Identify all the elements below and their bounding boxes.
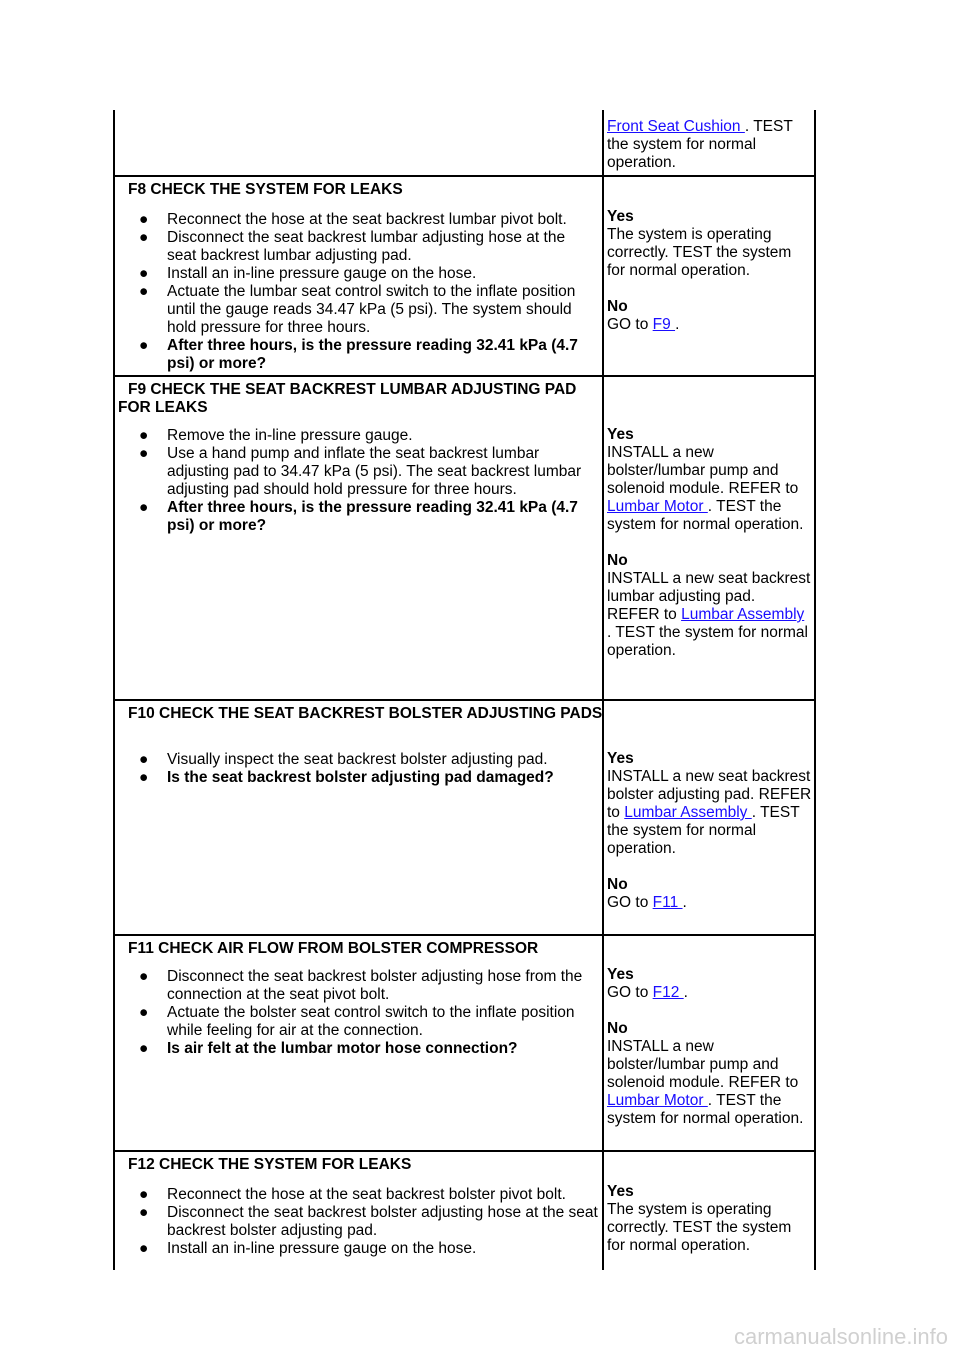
f12-link[interactable]: F12 [652,984,684,1001]
lumbar-motor-link[interactable]: Lumbar Motor [607,498,708,515]
list-item: ● Install an in-line pressure gauge on the hose. [139,265,477,282]
f11-result-cell: Yes GO to F12 . No INSTALL a new bolster/lumbar pump and solenoid module. REFER to Lumbar Motor . TEST the system for normal operation. [607,966,812,1128]
row-divider-f12 [113,1150,816,1152]
list-item-question: ● Is the seat backrest bolster adjusting pad damaged? [139,769,554,786]
f8-yes-label: Yes [607,208,634,225]
f9-no-label: No [607,552,628,569]
f11-no-label: No [607,1020,628,1037]
f12-yes-label: Yes [607,1183,634,1200]
bullet-icon: ● [139,499,149,516]
f10-no-label: No [607,876,628,893]
f10-yes-label: Yes [607,750,634,767]
f11-link[interactable]: F11 [652,894,683,911]
top-result-cell [607,118,812,172]
f8-result-cell: Yes The system is operating correctly. TEST the system for normal operation. No GO to F9 . [607,208,812,334]
bullet-icon: ● [139,1204,149,1221]
bullet-icon: ● [139,1040,149,1057]
lumbar-assembly-link[interactable]: Lumbar Assembly [624,804,752,821]
f9-result-cell: Yes INSTALL a new bolster/lumbar pump and solenoid module. REFER to Lumbar Motor . TEST the system for normal operation. No INSTALL a new seat backrest lumbar adjusting pad. REFER to Lumbar Assembly . TEST the system for normal operation. [607,426,811,659]
f10-header: F10 CHECK THE SEAT BACKREST BOLSTER ADJUSTING PADS [128,705,603,722]
list-item: ● Use a hand pump and inflate the seat backrest lumbar adjusting pad to 34.47 kPa (5 psi). The seat backrest lumbar adjusting pad should hold pressure for three hours. [139,445,582,498]
list-item: ● Disconnect the seat backrest lumbar adjusting hose at the seat backrest lumbar adjusting pad. [139,229,566,264]
f12-steps [113,1186,598,1258]
bullet-icon: ● [139,1004,149,1021]
watermark: carmanualsonline.info [733,1324,948,1349]
list-item: ● Actuate the lumbar seat control switch to the inflate position until the gauge reads 34.47 kPa (5 psi). The system should hold pressure for three hours. [139,283,576,336]
f11-yes-label: Yes [607,966,634,983]
f12-header: F12 CHECK THE SYSTEM FOR LEAKS [128,1156,412,1173]
f8-header: F8 CHECK THE SYSTEM FOR LEAKS [128,181,403,198]
bullet-icon: ● [139,265,149,282]
front-seat-cushion-link[interactable]: Front Seat Cushion [607,118,745,135]
row-divider-f9 [113,375,816,377]
list-item: ● Disconnect the seat backrest bolster adjusting hose at the seat backrest bolster adjusting pad. [139,1204,598,1239]
list-item: ● Disconnect the seat backrest bolster adjusting hose from the connection at the seat pivot bolt. [139,968,583,1003]
f12-result-cell [607,1183,812,1255]
row-divider-f10 [113,699,816,701]
list-item-question: ● After three hours, is the pressure reading 32.41 kPa (4.7 psi) or more? [139,337,578,372]
list-item-question: ● Is air felt at the lumbar motor hose connection? [139,1040,518,1057]
f11-steps [113,968,598,1058]
row-divider-f11 [113,934,816,936]
bullet-icon: ● [139,337,149,354]
bullet-icon: ● [139,229,149,246]
bullet-icon: ● [139,211,149,228]
top-result-text: . TEST the system for normal operation. [607,118,793,171]
table-border-mid [602,110,604,1270]
bullet-icon: ● [139,283,149,300]
bullet-icon: ● [139,751,149,768]
bullet-icon: ● [139,445,149,462]
bullet-icon: ● [139,1240,149,1257]
row-divider-f8 [113,175,816,177]
f9-link[interactable]: F9 [652,316,676,333]
f8-steps [113,211,598,373]
table-border-right [814,110,816,1270]
bullet-icon: ● [139,427,149,444]
list-item: ● Install an in-line pressure gauge on the hose. [139,1240,477,1257]
bullet-icon: ● [139,968,149,985]
list-item-question: ● After three hours, is the pressure reading 32.41 kPa (4.7 psi) or more? [139,499,578,534]
lumbar-motor-link[interactable]: Lumbar Motor [607,1092,708,1109]
lumbar-assembly-link[interactable]: Lumbar Assembly [681,606,805,623]
f9-yes-label: Yes [607,426,634,443]
list-item: ● Reconnect the hose at the seat backrest bolster pivot bolt. [139,1186,566,1203]
f8-yes-text: The system is operating correctly. TEST the system for normal operation. [607,226,792,279]
f10-steps [113,751,598,787]
f9-steps [113,427,598,535]
list-item: ● Reconnect the hose at the seat backrest lumbar pivot bolt. [139,211,567,228]
bullet-icon: ● [139,1186,149,1203]
list-item: ● Visually inspect the seat backrest bolster adjusting pad. [139,751,548,768]
diagnostic-table [113,110,816,1270]
f9-header: F9 CHECK THE SEAT BACKREST LUMBAR ADJUSTING PAD FOR LEAKS [118,381,577,416]
f10-result-cell: Yes INSTALL a new seat backrest bolster adjusting pad. REFER to Lumbar Assembly . TEST the system for normal operation. No GO to F11 . [607,750,812,911]
list-item: ● Actuate the bolster seat control switch to the inflate position while feeling for air at the connection. [139,1004,575,1039]
list-item: ● Remove the in-line pressure gauge. [139,427,413,444]
bullet-icon: ● [139,769,149,786]
f11-header: F11 CHECK AIR FLOW FROM BOLSTER COMPRESSOR [128,940,539,957]
f12-yes-text: The system is operating correctly. TEST the system for normal operation. [607,1201,792,1254]
f8-no-label: No [607,298,628,315]
